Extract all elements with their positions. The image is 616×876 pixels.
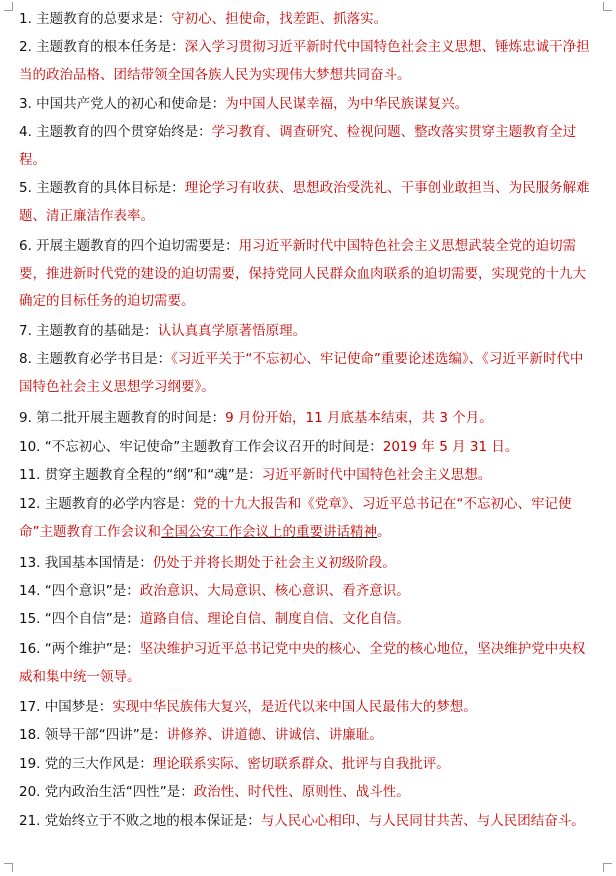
page-corner-mark (603, 863, 612, 872)
answer-text: 与人民心心相印、与人民同甘共苦、与人民团结奋斗。 (260, 813, 585, 829)
question-label: 5. 主题教育的具体目标是： (19, 180, 185, 196)
answer-text: 政治意识、大局意识、核心意识、看齐意识。 (139, 583, 410, 599)
question-2 (19, 34, 593, 89)
question-label: 18. 领导干部“四讲”是： (19, 727, 167, 743)
answer-text: 守初心、担使命，找差距、抓落实。 (171, 11, 388, 27)
answer-text: 9 月份开始，11 月底基本结束，共 3 个月。 (225, 410, 493, 426)
answer-text-end: 。 (377, 523, 391, 540)
page-corner-mark (4, 863, 13, 872)
question-4 (19, 119, 593, 174)
page-corner-mark (4, 2, 13, 11)
question-label: 3. 中国共产党人的初心和使命是： (19, 96, 226, 112)
question-label: 12. 主题教育的必学内容是： (19, 496, 194, 512)
question-label: 17. 中国梦是： (19, 699, 113, 715)
question-label: 13. 我国基本国情是： (19, 555, 153, 571)
answer-text: 讲修养、讲道德、讲诚信、讲廉耻。 (166, 727, 383, 743)
question-21 (19, 808, 593, 836)
question-9 (19, 405, 593, 433)
question-label: 21. 党始终立于不败之地的根本保证是： (19, 813, 261, 829)
answer-text: 理论联系实际、密切联系群众、批评与自我批评。 (152, 756, 450, 772)
page-corner-mark (603, 2, 612, 11)
question-label: 20. 党内政治生活“四性”是： (19, 784, 194, 800)
question-17 (19, 694, 593, 722)
question-label: 2. 主题教育的根本任务是： (19, 39, 185, 55)
question-16 (19, 636, 593, 691)
question-14 (19, 578, 593, 606)
answer-text: 《习近平关于“不忘初心、牢记使命”重要论述选编》、《习近平新时代中国特色社会主义思想学习纲要》。 (19, 351, 584, 395)
question-10 (19, 434, 593, 462)
question-19 (19, 751, 593, 779)
answer-text: 实现中华民族伟大复兴，是近代以来中国人民最伟大的梦想。 (112, 699, 477, 715)
answer-text: 党的十九大报告和《党章》、习近平总书记在“不忘初心、牢记使命”主题教育工作会议和 (19, 496, 572, 540)
answer-text: 道路自信、理论自信、制度自信、文化自信。 (139, 611, 410, 627)
question-6 (19, 233, 593, 316)
question-label: 11. 贯穿主题教育全程的“纲”和“魂”是： (19, 467, 262, 483)
answer-text: 学习教育、调查研究、检视问题、整改落实贯穿主题教育全过程。 (19, 124, 577, 168)
answer-text: 深入学习贯彻习近平新时代中国特色社会主义思想、锤炼忠诚干净担当的政治品格、团结带领全国各族人民为实现伟大梦想共同奋斗。 (19, 39, 590, 83)
question-13 (19, 550, 593, 578)
question-18 (19, 722, 593, 750)
question-label: 8. 主题教育必学书目是： (19, 351, 172, 367)
question-label: 6. 开展主题教育的四个迫切需要是： (19, 238, 239, 254)
answer-text: 仍处于并将长期处于社会主义初级阶段。 (152, 555, 396, 571)
question-3 (19, 91, 593, 119)
question-label: 19. 党的三大作风是： (19, 756, 153, 772)
question-label: 4. 主题教育的四个贯穿始终是： (19, 124, 212, 140)
question-11 (19, 462, 593, 490)
question-label: 10. “不忘初心、牢记使命”主题教育工作会议召开的时间是： (19, 439, 383, 455)
question-7 (19, 318, 593, 346)
answer-text: 认认真真学原著悟原理。 (157, 323, 307, 339)
question-label: 9. 第二批开展主题教育的时间是： (19, 410, 226, 426)
question-20 (19, 779, 593, 807)
question-label: 1. 主题教育的总要求是： (19, 11, 172, 27)
question-label: 15. “四个自信”是： (19, 611, 140, 627)
question-5 (19, 175, 593, 230)
answer-text: 政治性、时代性、原则性、战斗性。 (193, 784, 410, 800)
question-12 (19, 491, 593, 546)
question-label: 14. “四个意识”是： (19, 583, 140, 599)
answer-text: 坚决维护习近平总书记党中央的核心、全党的核心地位，坚决维护党中央权威和集中统一领导。 (19, 641, 586, 685)
answer-text: 2019 年 5 月 31 日。 (382, 439, 519, 455)
question-15 (19, 606, 593, 634)
answer-text: 用习近平新时代中国特色社会主义思想武装全党的迫切需要，推进新时代党的建设的迫切需要，保持党同人民群众血肉联系的迫切需要，实现党的十九大确定的目标任务的迫切需要。 (19, 238, 586, 309)
question-label: 7. 主题教育的基础是： (19, 323, 158, 339)
answer-text: 习近平新时代中国特色社会主义思想。 (261, 467, 492, 483)
question-label: 16. “两个维护”是： (19, 641, 140, 657)
answer-text: 理论学习有收获、思想政治受洗礼、干事创业敢担当、为民服务解难题、清正廉洁作表率。 (19, 180, 590, 224)
answer-text: 为中国人民谋幸福，为中华民族谋复兴。 (225, 96, 469, 112)
question-8 (19, 346, 593, 401)
question-1 (19, 6, 593, 34)
answer-underlined-text: 全国公安工作会议上的重要讲话精神 (161, 523, 377, 540)
